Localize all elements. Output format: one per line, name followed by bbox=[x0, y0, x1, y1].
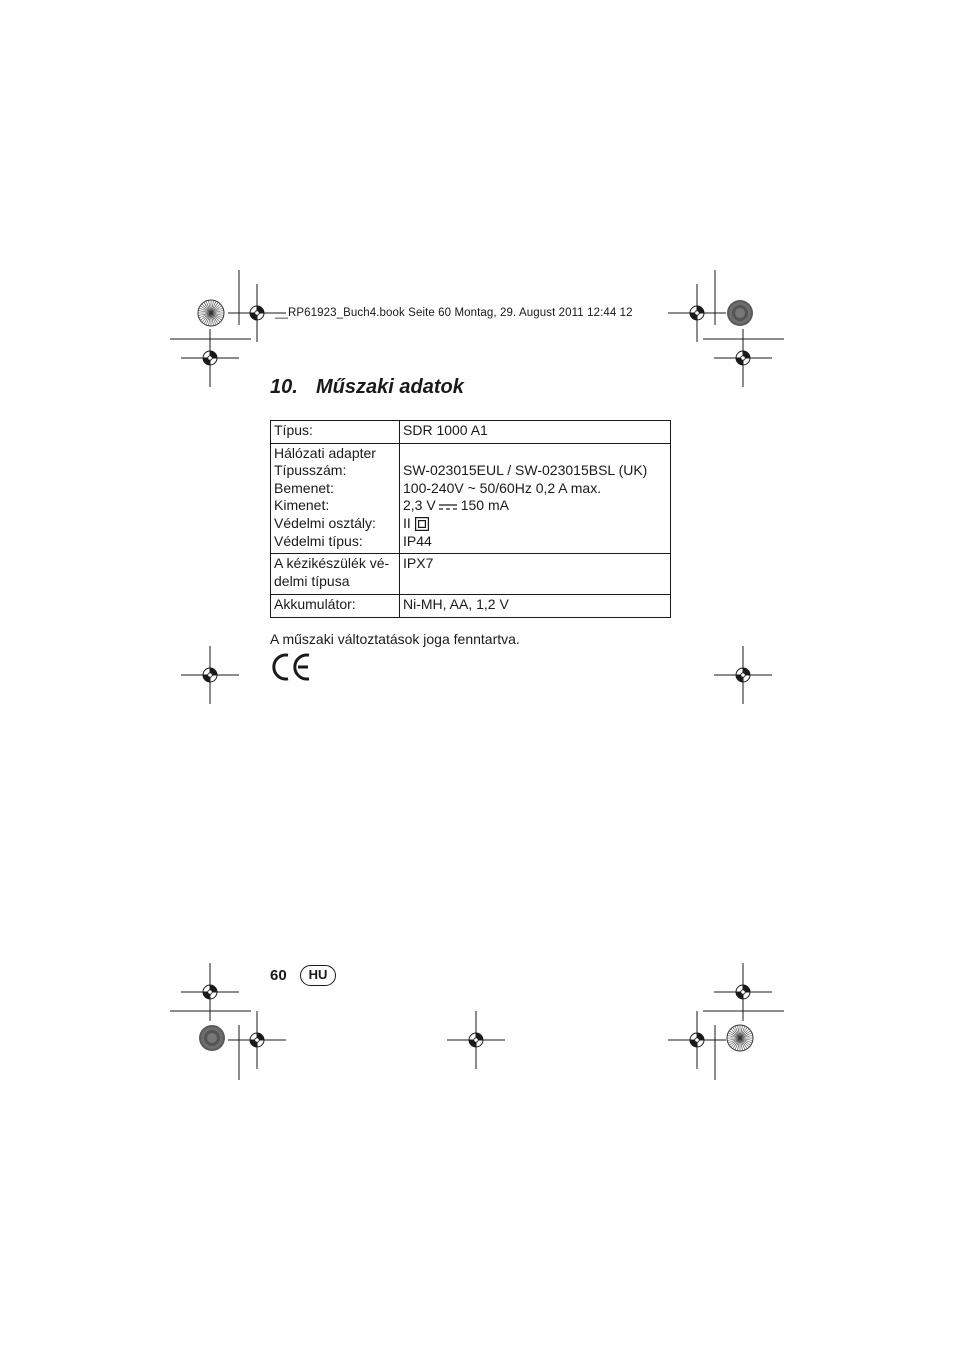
table-row-battery bbox=[271, 595, 671, 618]
model-label: Típusszám: bbox=[274, 462, 347, 479]
type-label: Típus: bbox=[271, 421, 400, 444]
output-voltage: 2,3 V bbox=[403, 497, 436, 514]
registration-mark-icon bbox=[668, 284, 726, 342]
color-target-icon bbox=[198, 300, 224, 326]
protection-class-value bbox=[403, 515, 667, 533]
registration-mark-icon bbox=[181, 963, 239, 1021]
registration-mark-icon bbox=[228, 1011, 286, 1069]
registration-mark-icon bbox=[668, 1011, 726, 1069]
color-target-icon bbox=[727, 1025, 753, 1051]
registration-mark-icon bbox=[714, 963, 772, 1021]
protection-class-label: Védelmi osztály: bbox=[274, 514, 376, 531]
ce-mark-icon bbox=[271, 652, 313, 682]
handset-label bbox=[271, 554, 400, 595]
model-value: SW-023015EUL / SW-023015BSL (UK) bbox=[403, 462, 648, 479]
dc-current-icon bbox=[439, 503, 457, 511]
protection-type-value: IP44 bbox=[403, 532, 432, 549]
page-number: 60 bbox=[270, 967, 287, 984]
input-label: Bemenet: bbox=[274, 479, 334, 496]
spec-table bbox=[270, 420, 671, 618]
table-row-adapter bbox=[271, 443, 671, 554]
handset-value: IPX7 bbox=[400, 554, 671, 595]
handset-label-line2: delmi típusa bbox=[274, 572, 350, 589]
color-target-icon bbox=[727, 300, 753, 326]
section-number: 10. bbox=[270, 376, 298, 398]
input-value: 100-240V ~ 50/60Hz 0,2 A max. bbox=[403, 479, 602, 496]
color-target-icon bbox=[199, 1025, 225, 1051]
adapter-heading: Hálózati adapter bbox=[274, 444, 376, 461]
technical-change-note: A műszaki változtatások joga fenntartva. bbox=[270, 631, 520, 647]
table-row-type bbox=[271, 421, 671, 444]
adapter-labels bbox=[271, 443, 400, 554]
registration-mark-icon bbox=[714, 646, 772, 704]
section-title-text: Műszaki adatok bbox=[316, 376, 464, 398]
registration-mark-icon bbox=[447, 1011, 505, 1069]
protection-class-2-icon bbox=[415, 517, 429, 531]
output-label: Kimenet: bbox=[274, 497, 330, 514]
file-info-header: __RP61923_Buch4.book Seite 60 Montag, 29. August 2011 12:44 12 bbox=[275, 307, 633, 319]
battery-label: Akkumulátor: bbox=[271, 595, 400, 618]
output-current: 150 mA bbox=[460, 497, 509, 514]
protection-class-text: II bbox=[403, 514, 411, 531]
section-title bbox=[270, 376, 464, 399]
registration-mark-icon bbox=[181, 646, 239, 704]
battery-value: Ni-MH, AA, 1,2 V bbox=[400, 595, 671, 618]
output-value bbox=[403, 497, 667, 515]
registration-mark-icon bbox=[714, 329, 772, 387]
adapter-values bbox=[400, 443, 671, 554]
type-value: SDR 1000 A1 bbox=[400, 421, 671, 444]
table-row-handset bbox=[271, 554, 671, 595]
language-badge: HU bbox=[300, 965, 336, 986]
protection-type-label: Védelmi típus: bbox=[274, 532, 363, 549]
handset-label-line1: A kézikészülék vé- bbox=[274, 555, 390, 572]
registration-mark-icon bbox=[181, 329, 239, 387]
adapter-heading-spacer bbox=[403, 445, 667, 463]
